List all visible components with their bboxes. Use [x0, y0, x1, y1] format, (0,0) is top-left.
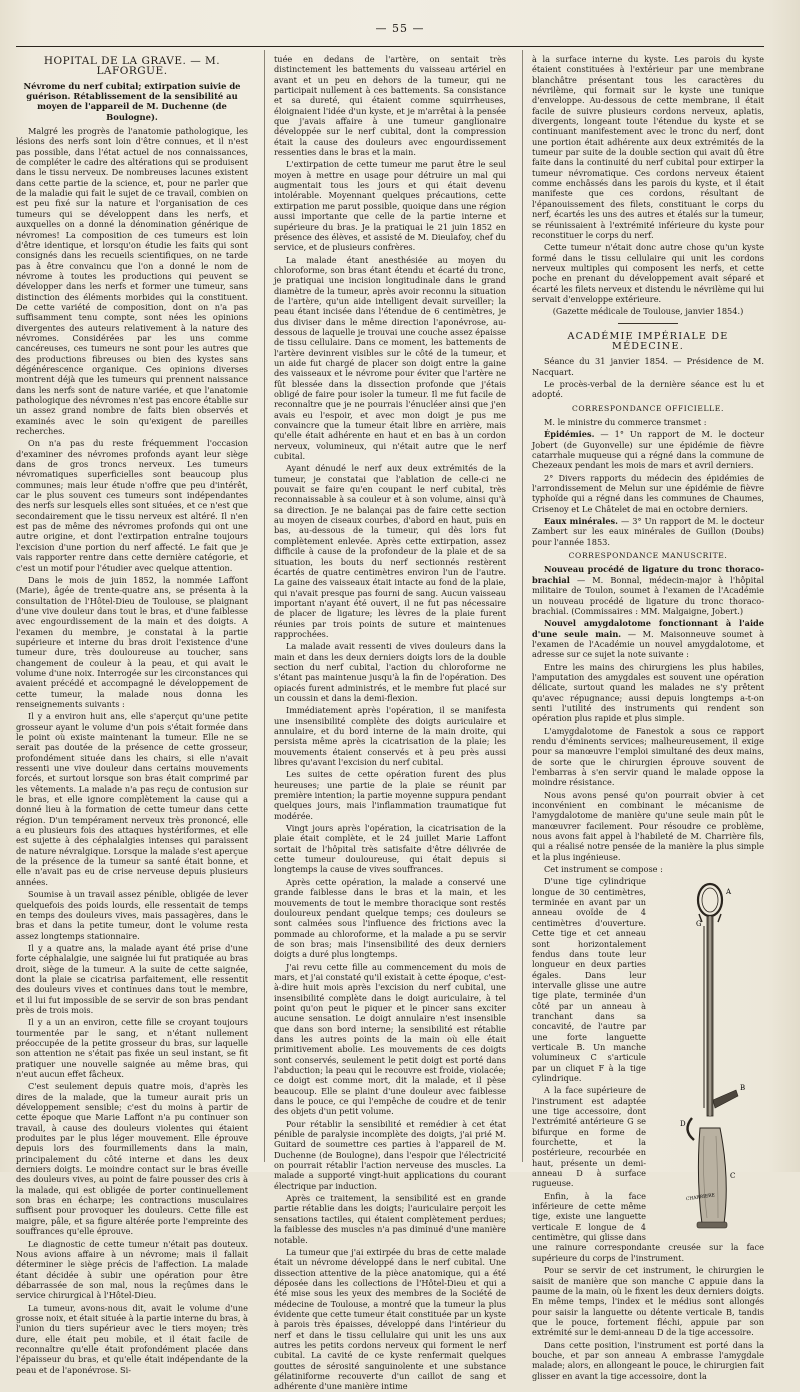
paragraph: On n'a pas du reste fréquemment l'occasion d'examiner des névromes profonds ayant leur siège dans de gros troncs nerveux. Les tumeurs névromatiques superficielles sont beaucoup plus communes; mais leur étude n'offre que peu d'intérêt, car le plus souvent ces tumeurs sont indépendantes des nerfs sur lesquels elles sont situées, et ce n'est que secondairement que le tissu nerveux est altéré. Il n'en est pas de même des névromes profonds qui ont une autre origine, et dont l'extirpation entraîne toujours l'excision d'une portion du nerf affecté. Le fait que je vais rapporter rentre dans cette dernière catégorie, et c'est un motif pour l'étudier avec quelque attention.: [16, 438, 248, 573]
paragraph: Il y a un an environ, cette fille se croyant toujours tourmentée par le sang, et n'étant nullement préoccupée de la petite grosseur du bras, sur laquelle son attention ne s'était pas fixée un seul instant, se fit pratiquer une nouvelle saignée au même bras, qui n'eut aucun effet fâcheux.: [16, 1017, 248, 1079]
paragraph: Soumise à un travail assez pénible, obligée de lever quelquefois des poids lourds, elle ressentait de temps en temps des douleurs vives, mais passagères, dans le bras et dans la petite tumeur, dont le volume resta assez longtemps stationnaire.: [16, 889, 248, 941]
paragraph: La tumeur, avons-nous dit, avait le volume d'une grosse noix, et était située à la partie interne du bras, à l'union du tiers supérieur avec le tiers moyen; très dure, elle était peu mobile, et il était facile de reconnaître qu'elle était profondément placée dans l'épaisseur du bras, et qu'elle était indépendante de la peau et de l'aponévrose. Si-: [16, 1302, 248, 1375]
paragraph: Après cette opération, la malade a conservé une grande faiblesse dans le bras et la main, et les mouvements de tout le membre thoracique sont restés douloureux pendant quelque temps; ces douleurs se sont calmées sous l'influence des frictions avec la pommade au chloroforme, et la malade a pu se servir de son bras; mais l'insensibilité des deux derniers doigts a duré plus longtemps.: [274, 876, 506, 960]
lead-term: Nouveau procédé de ligature du tronc thoraco-brachial: [532, 564, 764, 585]
academy-title: ACADÉMIE IMPÉRIALE DE MÉDECINE.: [567, 330, 729, 352]
separator: [618, 323, 678, 324]
paragraph-text: — M. Bonnal, médecin-major à l'hôpital militaire de Toulon, soumet à l'examen de l'Académie un nouveau procédé de ligature du tronc thoraco-brachial. (Commissaires : MM. Malgaigne, Jobert.): [532, 574, 764, 616]
paragraph: Malgré les progrès de l'anatomie pathologique, les lésions des nerfs sont loin d'être connues, et il n'est pas possible, dans l'état actuel de nos connaissances, de compléter le cadre des altérations qui se produisent dans le tissu nerveux. De nombreuses lacunes existent dans cette partie de la science, et, pour ne parler que de la maladie qui fait le sujet de ce travail, combien on est peu fixé sur la nature et l'organisation de ces tumeurs qui se développent dans les nerfs, et auxquelles on a donné la dénomination générique de névromes! La composition de ces tumeurs est loin d'être identique, et lorsqu'on étudie les faits qui sont consignés dans les recueils scientifiques, on ne tarde pas à être convaincu que l'on a donné le nom de névrome à toutes les productions qui peuvent se développer dans les nerfs et former une tumeur, sans distinction des éléments morbides qui la constituent. De cette variété de composition, dont on n'a pas suffisamment tenu compte, sont nées les opinions divergentes des auteurs relativement à la nature des névromes. Considérées par les uns comme cancéreuses, ces tumeurs ne sont pour les autres que des productions fibreuses ou bien des kystes sans dégénérescence organique. Ces opinions diverses montrent déjà que les tumeurs qui prennent naissance dans les nerfs sont de nature variée, et que l'anatomie pathologique des névromes n'est pas encore établie sur un assez grand nombre de faits bien observés et examinés avec le soin qu'exigent de pareilles recherches.: [16, 126, 248, 437]
column-rule-2: [522, 50, 523, 1162]
paragraph: [532, 429, 764, 470]
paragraph: Ayant dénudé le nerf aux deux extrémités de la tumeur, je constatai que l'ablation de celle-ci ne pouvait se faire qu'en coupant le nerf cubital, très reconnaissable à sa couleur et à son volume, ainsi qu'à sa direction. Je ne balançai pas de faire cette section au moyen de ciseaux courbes, d'abord en haut, puis en bas, au-dessous de la tumeur, qui dès lors fut complètement enlevée. Après cette extirpation, assez difficile à cause de la profondeur de la plaie et de sa situation, les bouts du nerf sectionnés restèrent écartés de quatre centimètres environ l'un de l'autre. La gaine des vaisseaux était intacte au fond de la plaie, qui n'avait presque pas fourni de sang. Aucun vaisseau important n'ayant été ouvert, il ne fut pas nécessaire de placer de ligature; les lèvres de la plaie furent réunies par trois points de suture et maintenues rapprochées.: [274, 463, 506, 639]
label-c: C: [730, 1172, 736, 1181]
label-b: B: [740, 1084, 746, 1093]
label-g: G: [696, 920, 702, 929]
paragraph: D'une tige cylindrique longue de 30 centimètres, terminée en avant par un anneau ovoïde de 4 centimètres d'ouverture. Cette tige et cet anneau sont horizontalement fendus dans toute leur longueur en deux parties égales. Dans leur intervalle glisse une autre tige plate, terminée d'un côté par un anneau à tranchant dans sa concavité, de l'autre par une forte languette verticale B. Un manche volumineux C s'articule par un cliquet F à la tige cylindrique.: [532, 876, 646, 1083]
paragraph: Dans le mois de juin 1852, la nommée Laffont (Marie), âgée de trente-quatre ans, se présenta à la consultation de l'Hôtel-Dieu de Toulouse, se plaignant d'une vive douleur dans tout le bras, et d'une faiblesse avec engourdissement de la main et des doigts. A l'examen du membre, je constatai à la partie supérieure et interne du bras droit l'existence d'une tumeur dure, très douloureuse au toucher, sans changement de couleur à la peau, et qui avait le volume d'une noix. Interrogée sur les circonstances qui avaient précédé et accompagné le développement de cette tumeur, la malade nous donna les renseignements suivants :: [16, 574, 248, 709]
paragraph: Cet instrument se compose :: [544, 864, 663, 875]
paragraph: Il y a quatre ans, la malade ayant été prise d'une forte céphalalgie, une saignée lui fut pratiquée au bras droit, siège de la tumeur. A la suite de cette saignée, dont la plaie se cicatrisa parfaitement, elle ressentit des douleurs vives et continues dans tout le membre, et il lui fut impossible de se servir de son bras pendant près de trois mois.: [16, 942, 248, 1015]
paragraph: Le diagnostic de cette tumeur n'était pas douteux. Nous avions affaire à un névrome; mais il fallait déterminer le siège précis de l'affection. La malade étant décidée à subir une opération pour être débarrassée de son mal, nous la reçûmes dans le service chirurgical à l'Hôtel-Dieu.: [16, 1238, 248, 1301]
section-title: HOPITAL DE LA GRAVE. — M. LAFORGUE.: [43, 55, 221, 78]
paragraph-text: — 1° Un rapport de M. le docteur Jobert (de Guyonvelle) sur une épidémie de fièvre catarrhale muqueuse qui a régné dans la commune de Chezeaux pendant les mois de mars et avril derniers.: [532, 429, 764, 471]
paragraph: Enfin, à la face inférieure de cette même tige, existe une languette verticale E longue de 4 centimètre, qui glisse dans une rainure correspondante creusée sur la face supérieure du corps de l'instrument.: [532, 1190, 764, 1263]
label-a: A: [726, 888, 732, 897]
session-line: Séance du 31 janvier 1854. — Présidence de M. Nacquart.: [532, 356, 764, 377]
paragraph: Les suites de cette opération furent des plus heureuses; une partie de la plaie se réunit par première intention; la partie moyenne suppura pendant quelques jours, mais l'inflammation traumatique fut modérée.: [274, 769, 506, 821]
paragraph: Vingt jours après l'opération, la cicatrisation de la plaie était complète, et le 24 juillet Marie Laffont sortait de l'hôpital très satisfaite d'être délivrée de cette tumeur douloureuse, qui était depuis si longtemps la cause de vives souffrances.: [274, 823, 506, 875]
lead-term: Nouvel amygdalotome fonctionnant à l'aide d'une seule main.: [532, 618, 764, 639]
citation: (Gazette médicale de Toulouse, janvier 1854.): [552, 306, 744, 317]
paragraph-text: — M. Maisonneuve soumet à l'examen de l'Académie un nouvel amygdalotome, et adresse sur ce sujet la note suivante :: [532, 628, 764, 660]
paragraph: à la surface interne du kyste. Les parois du kyste étaient constituées à l'extérieur par une membrane blanchâtre présentant tous les caractères du névrilème, qui formait sur le kyste une tunique d'enveloppe. Au-dessous de cette membrane, il était facile de suivre plusieurs cordons nerveux, aplatis, divergents, longeant toute l'étendue du kyste et se continuant manifestement avec le tronc du nerf, dont une portion était adhérente aux deux extrémités de la tumeur par suite de la double section qui avait dû être faite dans la continuité du nerf cubital pour extirper la tumeur névromatique. Ces cordons nerveux étaient comme enchâssés dans les parois du kyste, et il était manifeste que ces cordons, résultant de l'épanouissement des filets, constituant le corps du nerf, écartés les uns des autres et étalés sur la tumeur, se réunissaient à l'extrémité inférieure du kyste pour reconstituer le corps du nerf.: [532, 54, 764, 240]
paragraph: L'amygdalotome de Fanestok a sous ce rapport rendu d'éminents services; malheureusement, il exige pour sa manœuvre l'emploi simultané des deux mains, de sorte que le chirurgien éprouve souvent de l'embarras à s'en servir quand le malade oppose la moindre résistance.: [532, 725, 764, 788]
paragraph: M. le ministre du commerce transmet :: [544, 417, 707, 427]
header-rule: [16, 46, 764, 47]
paragraph: Pour se servir de cet instrument, le chirurgien le saisit de manière que son manche C appuie dans la paume de la main, où le fixent les deux derniers doigts. En même temps, l'index et le médius sont allongés pour saisir la languette ou détente verticale B, tandis que le pouce, fortement fléchi, appuie par son extrémité sur le demi-anneau D de la tige accessoire.: [532, 1265, 764, 1338]
column-1: [16, 54, 248, 1375]
paragraph: Nous avons pensé qu'on pourrait obvier à cet inconvénient en combinant le mécanisme de l'amygdalotome de manière qu'une seule main pût le manœuvrer facilement. Pour résoudre ce problème, nous avons fait appel à l'habileté de M. Charrière fils, qui a réalisé notre pensée de la manière la plus simple et la plus ingénieuse.: [532, 789, 764, 862]
paragraph-text: — 3° Un rapport de M. le docteur Zambert sur les eaux minérales de Guillon (Doubs) pour l'année 1853.: [532, 516, 764, 547]
column-3: [532, 54, 764, 1381]
amygdalotome-illustration: [652, 878, 764, 1238]
paragraph: Dans cette position, l'instrument est porté dans la bouche, et par son anneau A embrasse l'amygdale malade; alors, en allongeant le pouce, le chirurgien fait glisser en avant la tige accessoire, dont la: [532, 1339, 764, 1381]
paragraph: [532, 618, 764, 659]
paragraph: La malade avait ressenti de vives douleurs dans la main et dans les deux derniers doigts lors de la double section du nerf cubital, l'action du chloroforme ne s'étant pas maintenue jusqu'à la fin de l'opération. Des opiacés furent administrés, et le membre fut placé sur un coussin et dans la demi-flexion.: [274, 641, 506, 703]
paragraph: Il y a environ huit ans, elle s'aperçut qu'une petite grosseur ayant le volume d'un pois s'était formée dans le point où existe maintenant la tumeur. Elle ne se serait pas doutée de la présence de cette grosseur, profondément située dans les chairs, si elle n'avait ressenti une vive douleur dans certains mouvements forcés, et surtout lorsque son bras était comprimé par les vêtements. La malade n'a pas reçu de contusion sur le bras, et elle ignore complètement la cause qui a donné lieu à la formation de cette tumeur dans cette région. D'un tempérament nerveux très prononcé, elle a eu plusieurs fois des attaques hystériformes, et elle est sujette à des céphalalgies intenses qui paraissent de nature névralgique. Lorsque la malade s'est aperçue de la présence de la tumeur sa santé était bonne, et elle n'avait pas eu de crise nerveuse depuis plusieurs années.: [16, 711, 248, 887]
paragraph: Immédiatement après l'opération, il se manifesta une insensibilité complète des doigts auriculaire et annulaire, et du bord interne de la main droite, qui persista même après la cicatrisation de la plaie; les mouvements étaient conservés et à peu près aussi libres qu'avant l'excision du nerf cubital.: [274, 705, 506, 768]
page-number: — 55 —: [375, 22, 425, 35]
paragraph: L'extirpation de cette tumeur me parut être le seul moyen à mettre en usage pour détruire un mal qui augmentait tous les jours et qui était devenu intolérable. Moyennant quelques précautions, cette extirpation me parut possible, quoique dans une région aussi importante que celle de la partie interne et supérieure du bras. Je la pratiquai le 21 juin 1852 en présence des élèves, et assisté de M. Dieulafoy, chef du service, et de plusieurs confrères.: [274, 159, 506, 253]
paragraph: C'est seulement depuis quatre mois, d'après les dires de la malade, que la tumeur aurait pris un développement sensible; c'est du moins à partir de cette époque que Marie Laffont n'a pu continuer son travail, à cause des douleurs violentes qui étaient produites par le plus léger mouvement. Elle éprouve depuis lors des fourmillements dans la main, principalement du côté interne et dans les deux derniers doigts. Le moindre contact sur le bras éveille des douleurs vives, au point de faire pousser des cris à la malade, qui est obligée de porter continuellement son bras en écharpe; les contractions musculaires suffisent pour provoquer les douleurs. Cette fille est maigre, pâle, et sa figure altérée porte l'empreinte des souffrances qu'elle éprouve.: [16, 1081, 248, 1237]
column-rule-1: [264, 50, 265, 1162]
paragraph: [532, 516, 764, 547]
paragraph: 2° Divers rapports du médecin des épidémies de l'arrondissement de Melun sur une épidémie de fièvre typhoïde qui a régné dans les communes de Chaumes, Crisenoy et Le Châtelet de mai en octobre derniers.: [532, 472, 764, 514]
label-d: D: [680, 1120, 686, 1129]
article-header: Névrome du nerf cubital; extirpation suivie de guérison. Rétablissement de la sensibilité au moyen de l'appareil de M. Duchenne (de Boulogne).: [23, 80, 241, 122]
lead-term: Eaux minérales.: [544, 516, 618, 527]
lead-term: Épidémies.: [544, 429, 595, 440]
paragraph: [532, 564, 764, 616]
amygdalotome-figure: [652, 878, 764, 1238]
paragraph: Le procès-verbal de la dernière séance est lu et adopté.: [532, 378, 764, 400]
maker-mark: CHARRIERE: [685, 1193, 716, 1203]
paragraph: La malade étant anesthésiée au moyen du chloroforme, son bras étant étendu et écarté du tronc, je pratiquai une incision longitudinale dans le grand diamètre de la tumeur, après avoir reconnu la situation de l'artère, qu'un aide intelligent devait surveiller; la peau étant incisée dans l'étendue de 6 centimètres, je dus diviser dans le même direction l'aponévrose, au-dessous de laquelle je trouvai une couche assez épaisse de tissu cellulaire. Dans ce moment, les battements de l'artère devinrent visibles sur le côté de la tumeur, et un aide fut chargé de placer son doigt entre la gaine des vaisseaux et le névrome pour éviter que l'artère ne fût blessée dans la dissection profonde que j'étais obligé de faire pour isoler la tumeur. Il me fut facile de reconnaître que je ne pourrais l'énucléer ainsi que j'en avais eu l'espoir, et avec mon doigt je pus me convaincre que la tumeur était libre en arrière, mais qu'elle était adhérente en haut et en bas à un cordon nerveux, volumineux, qui n'était autre que le nerf cubital.: [274, 254, 506, 462]
paragraph: La tumeur que j'ai extirpée du bras de cette malade était un névrome développé dans le nerf cubital. Une dissection attentive de la pièce anatomique, qui a été déposée dans les collections de l'Hôtel-Dieu et qui a été mise sous les yeux des membres de la Société de médecine de Toulouse, a montré que la tumeur la plus évidente que cette tumeur était constituée par un kyste à parois très épaisses, développé dans l'intérieur du nerf et dans le tissu cellulaire qui unit les uns aux autres les petits cordons nerveux qui forment le nerf cubital. La cavité de ce kyste renfermait quelques gouttes de sérosité sanguinolente et une substance gélatiniforme recouverte d'un caillot de sang et adhérente d'une manière intime: [274, 1246, 506, 1392]
paragraph: A la face supérieure de l'instrument est adaptée une tige accessoire, dont l'extrémité antérieure G se bifurque en forme de fourchette, et la postérieure, recourbée en haut, présente un demi-anneau D à surface rugueuse.: [532, 1085, 646, 1189]
paragraph: Après ce traitement, la sensibilité est en grande partie rétablie dans les doigts; l'auriculaire perçoit les sensations tactiles, qui étaient complètement perdues; la faiblesse des muscles n'a pas diminué d'une manière notable.: [274, 1193, 506, 1245]
paragraph: Cette tumeur n'était donc autre chose qu'un kyste formé dans le tissu cellulaire qui unit les cordons nerveux multiples qui composent les nerfs, et cette poche en prenant du développement avait séparé et écarté les filets nerveux et distendu le névrilème qui lui servait d'enveloppe extérieure.: [532, 242, 764, 304]
paragraph: J'ai revu cette fille au commencement du mois de mars, et j'ai constaté qu'il existait à cette époque, c'est-à-dire huit mois après l'excision du nerf cubital, une insensibilité complète dans le doigt auriculaire, à tel point qu'on peut le piquer et le pincer sans exciter aucune sensation. Le doigt annulaire n'est insensible que dans son bord interne; la sensibilité est rétablie dans les autres points de la main où elle était primitivement abolie. Les mouvements de ces doigts sont conservés, seulement le petit doigt est porté dans l'abduction; la peau qui le recouvre est froide, violacée; ce doigt est comme mort, dit la malade, et il pèse beaucoup. Elle se plaint d'une douleur avec faiblesse dans le pouce, ce qui l'empêche de coudre et de tenir des objets d'un petit volume.: [274, 961, 506, 1117]
column-2: [274, 54, 506, 1392]
paragraph: Entre les mains des chirurgiens les plus habiles, l'amputation des amygdales est souvent une opération délicate, surtout quand les malades ne s'y prêtent qu'avec répugnance; aussi depuis longtemps a-t-on senti l'utilité des instruments qui rendent son opération plus rapide et plus simple.: [532, 661, 764, 724]
subhead-official: CORRESPONDANCE OFFICIELLE.: [572, 403, 724, 413]
subhead-manuscript: CORRESPONDANCE MANUSCRITE.: [568, 551, 728, 561]
paragraph: Pour rétablir la sensibilité et remédier à cet état pénible de paralysie incomplète des doigts, j'ai prié M. Guitard de soumettre ces parties à l'appareil de M. Duchenne (de Boulogne), dans l'espoir que l'électricité on pourrait rétablir l'action nerveuse des muscles. La malade a supporté vingt-huit applications du courant électrique par induction.: [274, 1118, 506, 1191]
paragraph: tuée en dedans de l'artère, on sentait très distinctement les battements du vaisseau artériel en avant et un peu en dehors de la tumeur, qui ne participait nullement à ces battements. Sa consistance et sa dureté, qui étaient comme squirrheuses, éloignaient l'idée d'un kyste, et je m'arrêtai à la pensée que j'avais affaire à une tumeur ganglionaire développée sur le nerf cubital, dont la compression était la cause des douleurs avec engourdissement ressenties dans le bras et la main.: [274, 54, 506, 158]
